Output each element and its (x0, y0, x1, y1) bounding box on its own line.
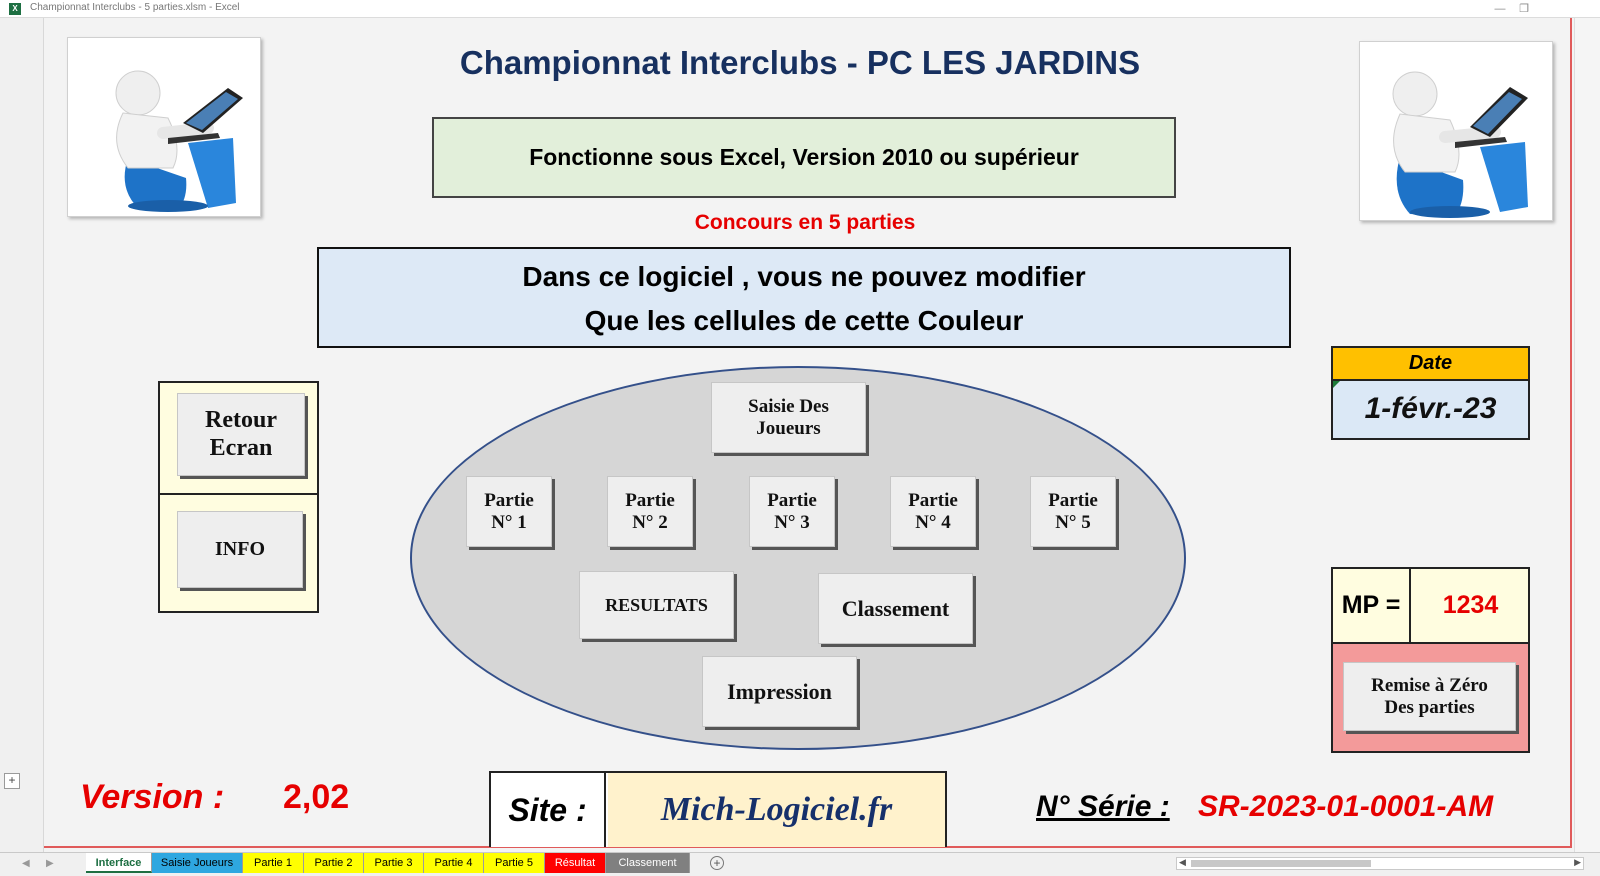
serie-value: SR-2023-01-0001-AM (1198, 790, 1494, 823)
partie-number: N° 1 (491, 511, 527, 533)
restore-button[interactable]: ❐ (1519, 3, 1529, 15)
site-link[interactable]: Mich-Logiciel.fr (608, 773, 945, 847)
version-label: Version : (80, 778, 225, 816)
mp-label: MP = (1333, 569, 1411, 642)
sheet-tab-saisie-joueurs[interactable]: Saisie Joueurs (152, 853, 243, 873)
tab-scroll-right-icon[interactable]: ▶ (46, 858, 54, 869)
ecran-label: Ecran (209, 434, 273, 461)
expand-group-button[interactable]: + (4, 773, 20, 789)
partie-1-button[interactable] (466, 476, 552, 547)
notice-line-1: Dans ce logiciel , vous ne pouvez modifier (522, 261, 1086, 292)
date-value[interactable]: 1-févr.-23 (1364, 392, 1497, 425)
tab-scroll-left-icon[interactable]: ◀ (22, 858, 30, 869)
reset-parties-button[interactable] (1343, 662, 1516, 731)
page-title: Championnat Interclubs - PC LES JARDINS (459, 44, 1141, 81)
user-laptop-illustration (1360, 42, 1554, 222)
outline-gutter (0, 18, 44, 852)
editable-cells-notice (317, 247, 1291, 348)
sheet-tab-partie-4[interactable]: Partie 4 (424, 853, 484, 873)
scroll-left-icon[interactable]: ◀ (1179, 857, 1186, 867)
vertical-scroll-strip[interactable] (1574, 18, 1600, 852)
retour-label: Retour (205, 406, 277, 433)
excel-version-note: Fonctionne sous Excel, Version 2010 ou supérieur (432, 117, 1176, 198)
partie-2-button[interactable] (607, 476, 693, 547)
scroll-right-icon[interactable]: ▶ (1574, 857, 1581, 867)
saisie-line-1: Saisie Des (748, 395, 829, 417)
partie-3-button[interactable] (749, 476, 835, 547)
site-box (489, 771, 947, 847)
impression-button[interactable]: Impression (702, 656, 857, 727)
saisie-joueurs-button[interactable] (711, 382, 866, 453)
partie-label: Partie (625, 489, 675, 511)
mp-value[interactable]: 1234 (1442, 591, 1499, 619)
reset-line-2: Des parties (1384, 696, 1475, 718)
partie-number: N° 4 (915, 511, 951, 533)
nav-divider (160, 493, 317, 495)
partie-label: Partie (767, 489, 817, 511)
info-button[interactable]: INFO (177, 511, 303, 588)
add-sheet-icon[interactable]: + (710, 856, 724, 870)
partie-label: Partie (908, 489, 958, 511)
cell-comment-indicator (1333, 381, 1340, 388)
minimize-button[interactable]: — (1494, 3, 1506, 15)
site-label: Site : (491, 773, 606, 847)
partie-label: Partie (484, 489, 534, 511)
horizontal-scrollbar[interactable] (1176, 857, 1584, 870)
partie-number: N° 2 (632, 511, 668, 533)
sheet-tab-partie-3[interactable]: Partie 3 (364, 853, 424, 873)
partie-label: Partie (1048, 489, 1098, 511)
reset-line-1: Remise à Zéro (1371, 674, 1488, 696)
user-laptop-illustration (68, 38, 262, 218)
partie-5-button[interactable] (1030, 476, 1116, 547)
saisie-line-2: Joueurs (756, 417, 821, 439)
retour-ecran-button[interactable] (177, 393, 305, 476)
excel-icon: X (9, 3, 21, 15)
sheet-tab-r-sultat[interactable]: Résultat (545, 853, 606, 873)
classement-button[interactable]: Classement (818, 573, 973, 644)
partie-number: N° 3 (774, 511, 810, 533)
sheet-tab-partie-5[interactable]: Partie 5 (484, 853, 545, 873)
page-border-right (1570, 18, 1572, 848)
title-bar (0, 0, 1600, 18)
date-header: Date (1333, 348, 1528, 381)
sheet-tab-classement[interactable]: Classement (606, 853, 690, 873)
concours-subtitle: Concours en 5 parties (694, 211, 916, 234)
sheet-tab-interface[interactable]: Interface (86, 853, 152, 873)
serie-label: N° Série : (1036, 790, 1170, 823)
sheet-tab-partie-1[interactable]: Partie 1 (243, 853, 304, 873)
scroll-thumb[interactable] (1191, 860, 1371, 867)
partie-number: N° 5 (1055, 511, 1091, 533)
resultats-button[interactable]: RESULTATS (579, 571, 734, 639)
window-title: Championnat Interclubs - 5 parties.xlsm - Excel (30, 2, 240, 13)
user-laptop-picture-right (1359, 41, 1553, 221)
sheet-tab-partie-2[interactable]: Partie 2 (304, 853, 364, 873)
notice-line-2: Que les cellules de cette Couleur (584, 305, 1024, 336)
user-laptop-picture-left (67, 37, 261, 217)
partie-4-button[interactable] (890, 476, 976, 547)
version-value: 2,02 (283, 778, 350, 816)
mp-box (1331, 567, 1530, 644)
sheet-tab-bar (0, 852, 1600, 876)
date-box (1331, 346, 1530, 440)
